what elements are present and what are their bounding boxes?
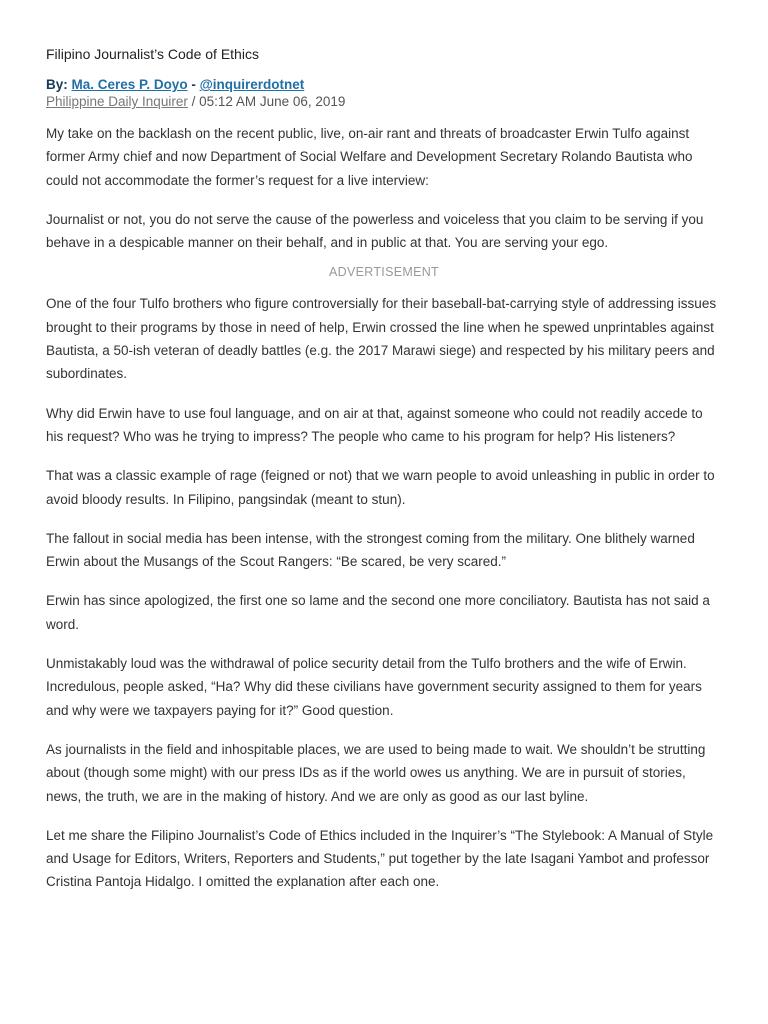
article-paragraph: That was a classic example of rage (feigned or not) that we warn people to avoid unleashing in public in order to avoid bloody results. In Filipino, pangsindak (meant to stun). [46, 468, 715, 507]
article-paragraph: Unmistakably loud was the withdrawal of police security detail from the Tulfo brothers and the wife of Erwin. Incredulous, people asked, “Ha? Why did these civilians have government security assigned to them for years and why were we taxpayers paying for it?” Good question. [46, 656, 702, 718]
article-paragraph: My take on the backlash on the recent public, live, on-air rant and threats of broadcaster Erwin Tulfo against former Army chief and now Department of Social Welfare and Development Secretary Rolando Bautista who could not accommodate the former’s request for a live interview: [46, 126, 693, 188]
dateline [46, 93, 722, 110]
article-paragraph: Journalist or not, you do not serve the cause of the powerless and voiceless that you claim to be serving if you behave in a despicable manner on their behalf, and in public at that. You are serving your ego. [46, 211, 704, 251]
handle-link[interactable]: @inquirerdotnet [199, 77, 305, 92]
article-paragraph: As journalists in the field and inhospitable places, we are used to being made to wait. We shouldn’t be strutting about (though some might) with our press IDs as if the world owes us anything. We are in pursuit of stories, news, the truth, we are in the making of history. And we are only as good as our last byline. [46, 741, 706, 804]
byline-label: By: [46, 77, 72, 92]
article-paragraph: Why did Erwin have to use foul language, and on air at that, against someone who could not readily accede to his request? Who was he trying to impress? The people who came to his program for help? His listeners? [46, 405, 703, 444]
article-paragraph: Erwin has since apologized, the first one so lame and the second one more conciliatory. Bautista has not said a word. [46, 593, 710, 632]
byline [46, 76, 722, 93]
advertisement-label: ADVERTISEMENT [329, 265, 439, 280]
article-paragraph: One of the four Tulfo brothers who figure controversially for their baseball-bat-carrying style of addressing issues brought to their programs by those in need of help, Erwin crossed the line when he spewed unprintables against Bautista, a 50-ish veteran of deadly battles (e.g. the 2017 Marawi siege) and respected by his military peers and subordinates. [46, 296, 717, 382]
article-paragraph: The fallout in social media has been intense, with the strongest coming from the military. One blithely warned Erwin about the Musangs of the Scout Rangers: “Be scared, be very scared.” [46, 530, 695, 570]
publication-link[interactable]: Philippine Daily Inquirer [46, 94, 188, 109]
author-link[interactable]: Ma. Ceres P. Doyo [71, 77, 188, 92]
byline-separator: - [191, 77, 200, 92]
article-paragraph: Let me share the Filipino Journalist’s Code of Ethics included in the Inquirer’s “The Stylebook: A Manual of Style and Usage for Editors, Writers, Reporters and Students,” put together by the late Isagani Yambot and professor Cristina Pantoja Hidalgo. I omitted the explanation after each one. [46, 827, 714, 890]
document-title: Filipino Journalist’s Code of Ethics [46, 46, 259, 62]
publish-timestamp: / 05:12 AM June 06, 2019 [187, 94, 346, 109]
